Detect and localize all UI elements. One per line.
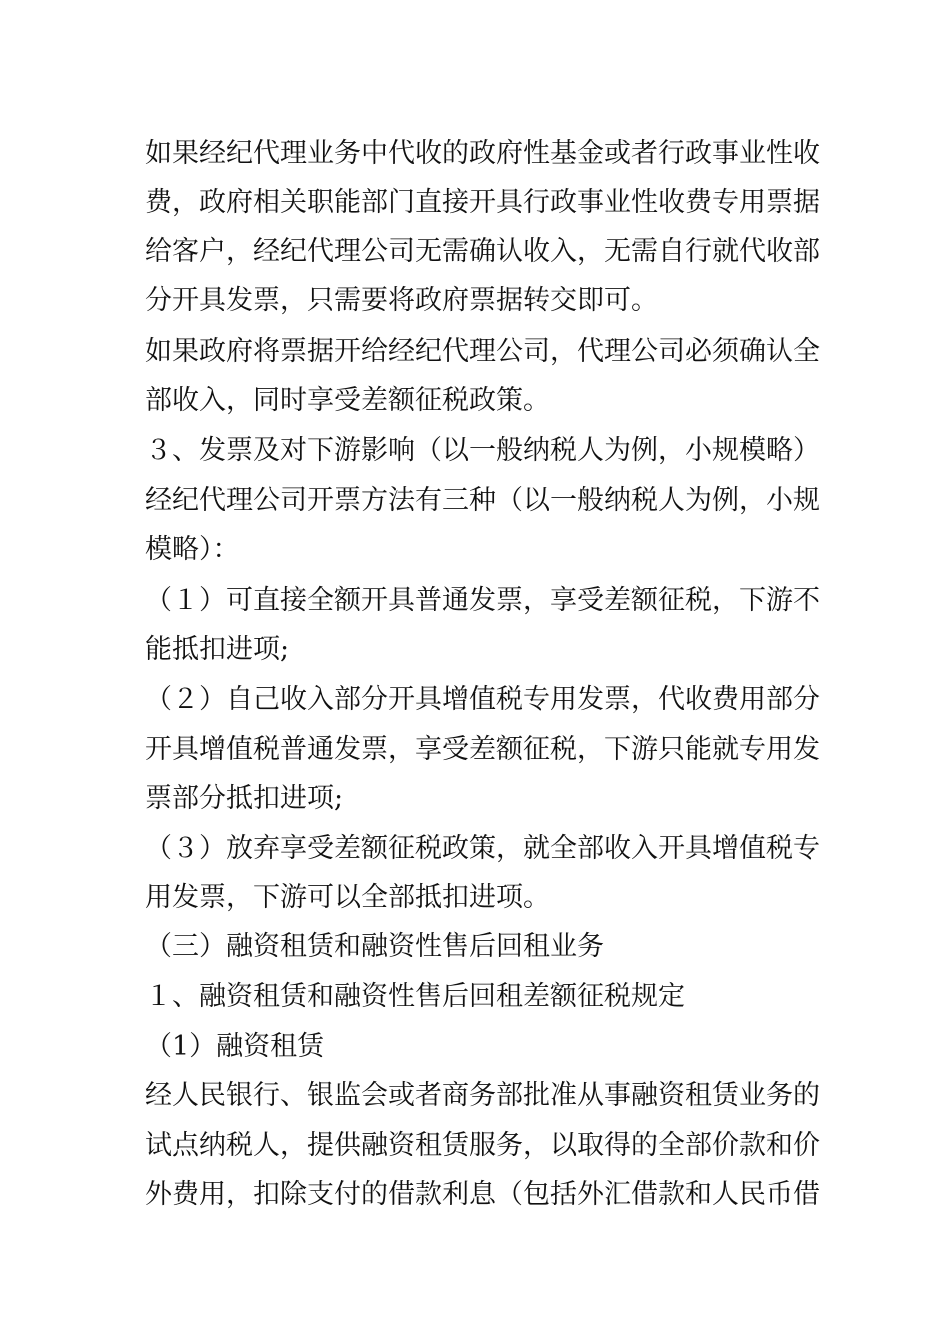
text-line: 外费用，扣除支付的借款利息（包括外汇借款和人民币借	[145, 1179, 820, 1210]
text-line: 如果经纪代理业务中代收的政府性基金或者行政事业性收	[145, 138, 820, 169]
text-line: 开具增值税普通发票，享受差额征税，下游只能就专用发	[145, 734, 820, 765]
section-heading: ３、发票及对下游影响（以一般纳税人为例，小规模略）	[145, 435, 820, 466]
text-line: 经人民银行、银监会或者商务部批准从事融资租赁业务的	[145, 1080, 820, 1111]
text-line: 模略）：	[145, 534, 240, 565]
text-line: 试点纳税人，提供融资租赁服务，以取得的全部价款和价	[145, 1130, 820, 1161]
text-line: 经纪代理公司开票方法有三种（以一般纳税人为例，小规	[145, 485, 820, 516]
list-item: （２）自己收入部分开具增值税专用发票，代收费用部分	[145, 684, 820, 715]
text-line: 部收入，同时享受差额征税政策。	[145, 385, 550, 416]
section-heading: １、融资租赁和融资性售后回租差额征税规定	[145, 981, 685, 1012]
text-line: 票部分抵扣进项;	[145, 783, 344, 814]
subsection-heading: （1）融资租赁	[145, 1031, 325, 1062]
list-item: （１）可直接全额开具普通发票，享受差额征税，下游不	[145, 585, 820, 616]
text-line: 分开具发票，只需要将政府票据转交即可。	[145, 285, 658, 316]
text-line: 费，政府相关职能部门直接开具行政事业性收费专用票据	[145, 187, 820, 218]
text-line: 用发票，下游可以全部抵扣进项。	[145, 882, 550, 913]
list-item: （３）放弃享受差额征税政策，就全部收入开具增值税专	[145, 833, 820, 864]
text-line: 能抵扣进项;	[145, 634, 290, 665]
section-heading: （三）融资租赁和融资性售后回租业务	[145, 931, 604, 962]
text-line: 如果政府将票据开给经纪代理公司，代理公司必须确认全	[145, 336, 820, 367]
text-line: 给客户，经纪代理公司无需确认收入，无需自行就代收部	[145, 236, 820, 267]
